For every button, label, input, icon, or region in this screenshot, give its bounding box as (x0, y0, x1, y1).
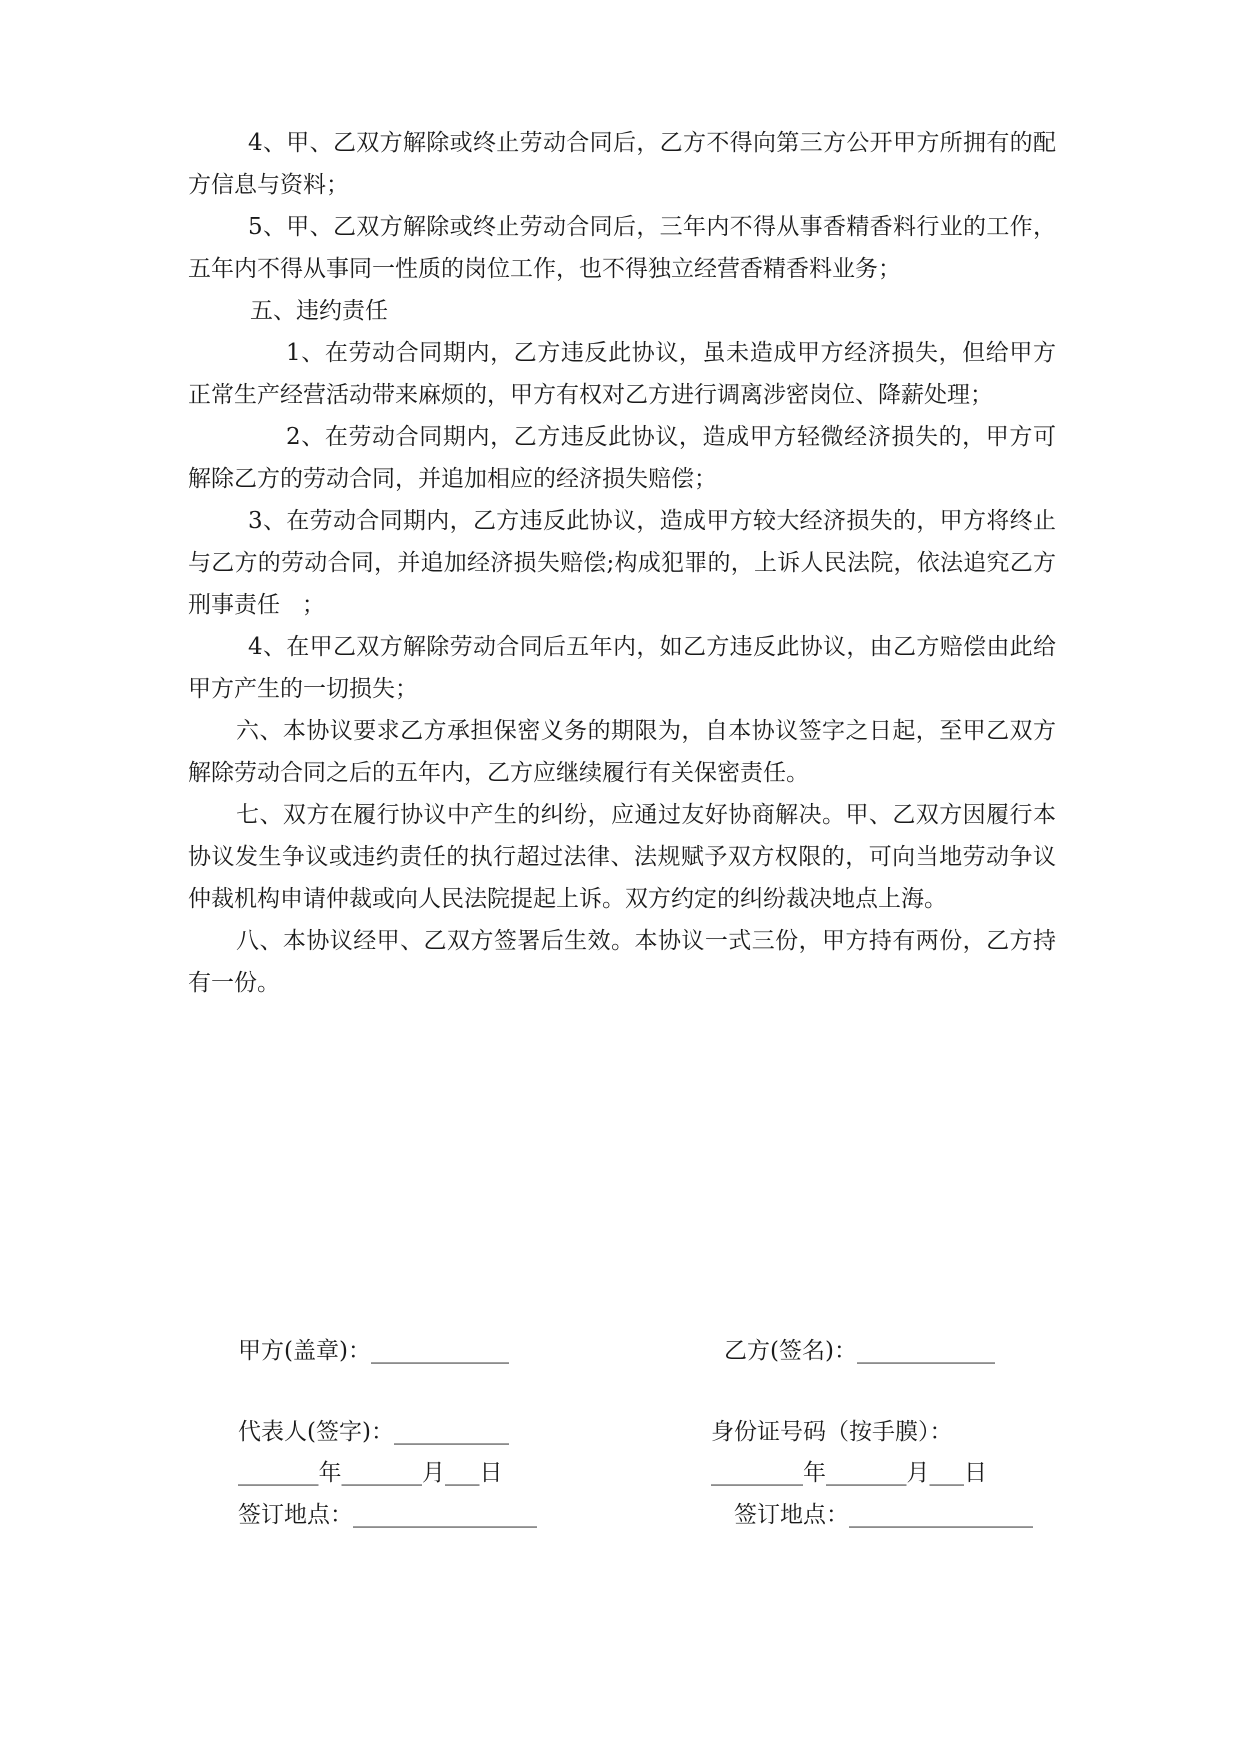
party-b-place-line: 签订地点：________________ (734, 1502, 1033, 1528)
party-b-date-line: ________年_______月___日 (711, 1460, 987, 1486)
representative-signature-line: 代表人(签字)：__________ (238, 1419, 509, 1445)
section-8-effect: 八、本协议经甲、乙双方签署后生效。本协议一式三份，甲方持有两份，乙方持有一份。 (188, 928, 1056, 996)
section-6-term: 六、本协议要求乙方承担保密义务的期限为，自本协议签字之日起，至甲乙双方解除劳动合同之后的五年内，乙方应继续履行有关保密责任。 (188, 718, 1056, 786)
clause-5-noncompete: 5、甲、乙双方解除或终止劳动合同后，三年内不得从事香精香料行业的工作，五年内不得从事同一性质的岗位工作，也不得独立经营香精香料业务； (188, 214, 1056, 282)
party-a-place-line: 签订地点：________________ (238, 1502, 537, 1528)
party-b-signature-line: 乙方(签名)：____________ (724, 1338, 995, 1364)
liability-clause-3: 3、在劳动合同期内，乙方违反此协议，造成甲方较大经济损失的，甲方将终止与乙方的劳动合同，并追加经济损失赔偿;构成犯罪的，上诉人民法院，依法追究乙方刑事责任 ； (188, 508, 1056, 618)
id-number-line: 身份证号码（按手膜）： (711, 1419, 953, 1445)
clause-4-disclosure: 4、甲、乙双方解除或终止劳动合同后，乙方不得向第三方公开甲方所拥有的配方信息与资料； (188, 130, 1056, 198)
section-5-heading: 五、违约责任 (250, 298, 388, 324)
agreement-body (188, 122, 1056, 1004)
party-a-seal-line: 甲方(盖章)：____________ (238, 1338, 509, 1364)
section-7-disputes: 七、双方在履行协议中产生的纠纷，应通过友好协商解决。甲、乙双方因履行本协议发生争议或违约责任的执行超过法律、法规赋予双方权限的，可向当地劳动争议仲裁机构申请仲裁或向人民法院提起上诉。双方约定的纠纷裁决地点上海。 (188, 802, 1056, 912)
liability-clause-1: 1、在劳动合同期内，乙方违反此协议，虽未造成甲方经济损失，但给甲方正常生产经营活动带来麻烦的，甲方有权对乙方进行调离涉密岗位、降薪处理； (188, 340, 1056, 408)
liability-clause-4: 4、在甲乙双方解除劳动合同后五年内，如乙方违反此协议，由乙方赔偿由此给甲方产生的一切损失； (188, 634, 1056, 702)
liability-clause-2: 2、在劳动合同期内，乙方违反此协议，造成甲方轻微经济损失的，甲方可解除乙方的劳动合同，并追加相应的经济损失赔偿； (188, 424, 1056, 492)
party-a-date-line: _______年_______月___日 (238, 1460, 503, 1486)
